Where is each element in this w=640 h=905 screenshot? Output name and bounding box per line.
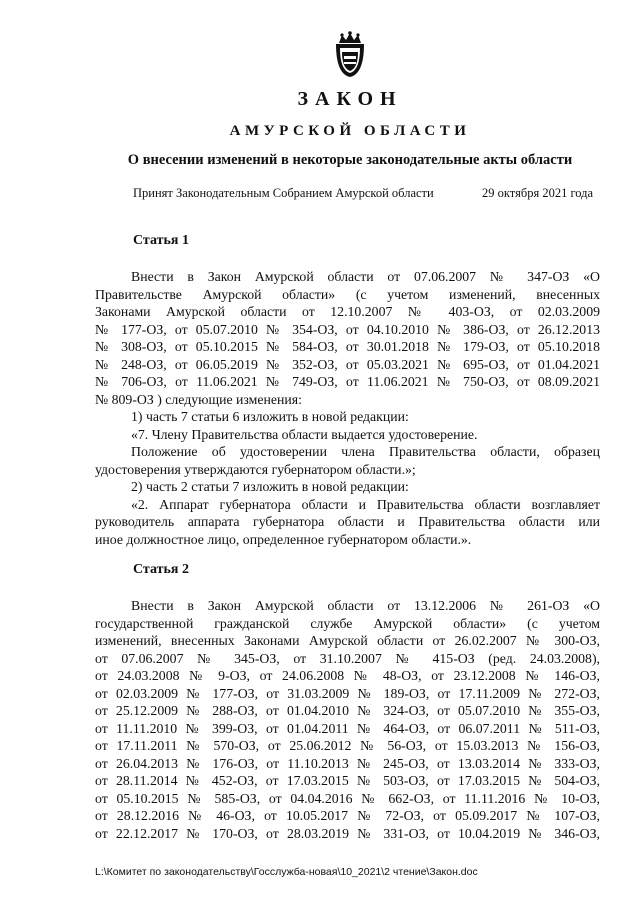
text-line: «7. Члену Правительства области выдается удостоверение.	[131, 426, 478, 442]
text-line: Внести в Закон Амурской области от 07.06.2007 № 347-ОЗ «О	[131, 269, 600, 284]
text-line: от 11.11.2010 № 399-ОЗ, от 01.04.2011 № 464-ОЗ, от 06.07.2011 № 511-ОЗ,	[95, 720, 600, 736]
text-line: 2) часть 2 статьи 7 изложить в новой редакции:	[131, 479, 409, 494]
text-line: от 28.12.2016 № 46-ОЗ, от 10.05.2017 № 72-ОЗ, от 05.09.2017 № 107-ОЗ,	[95, 808, 600, 823]
article-2-body	[95, 597, 600, 842]
text-line: изменений, внесенных Законами Амурской области от 26.02.2007 № 300-ОЗ,	[95, 633, 600, 648]
text-line: от 05.10.2015 № 585-ОЗ, от 04.04.2016 № 662-ОЗ, от 11.11.2016 № 10-ОЗ,	[95, 790, 600, 806]
text-line: 1) часть 7 статьи 6 изложить в новой редакции:	[131, 409, 409, 424]
article-1-heading: Статья 1	[133, 233, 189, 248]
text-line: от 17.11.2011 № 570-ОЗ, от 25.06.2012 № 56-ОЗ, от 15.03.2013 № 156-ОЗ,	[95, 738, 600, 753]
law-subject: О внесении изменений в некоторые законодательные акты области	[127, 152, 573, 168]
text-line: от 28.11.2014 № 452-ОЗ, от 17.03.2015 № 503-ОЗ, от 17.03.2015 № 504-ОЗ,	[95, 773, 600, 788]
text-line: № 308-ОЗ, от 05.10.2015 № 584-ОЗ, от 30.01.2018 № 179-ОЗ, от 05.10.2018	[95, 339, 600, 354]
text-line: государственной гражданской службе Амурской области» (с учетом	[95, 615, 600, 631]
article-1-body	[95, 268, 600, 548]
text-line: от 07.06.2007 № 345-ОЗ, от 31.10.2007 № 415-ОЗ (ред. 24.03.2008),	[95, 650, 600, 666]
article-2-heading: Статья 2	[133, 562, 189, 577]
text-line: от 02.03.2009 № 177-ОЗ, от 31.03.2009 № 189-ОЗ, от 17.11.2009 № 272-ОЗ,	[95, 685, 600, 701]
text-line: «2. Аппарат губернатора области и Правительства области возглавляет	[131, 496, 600, 512]
text-line: Положение об удостоверении члена Правительства области, образец	[131, 444, 600, 459]
text-line: Законами Амурской области от 12.10.2007 № 403-ОЗ, от 02.03.2009	[95, 304, 600, 319]
region-title: АМУРСКОЙ ОБЛАСТИ	[229, 123, 471, 139]
text-line: иное должностное лицо, определенное губернатором области.».	[95, 531, 472, 547]
text-line: № 177-ОЗ, от 05.07.2010 № 354-ОЗ, от 04.10.2010 № 386-ОЗ, от 26.12.2013	[95, 321, 600, 337]
adopted-date: 29 октября 2021 года	[482, 186, 594, 200]
coat-of-arms-icon	[330, 30, 370, 78]
text-line: от 24.03.2008 № 9-ОЗ, от 24.06.2008 № 48-ОЗ, от 23.12.2008 № 146-ОЗ,	[95, 668, 600, 683]
text-line: от 25.12.2009 № 288-ОЗ, от 01.04.2010 № 324-ОЗ, от 05.07.2010 № 355-ОЗ,	[95, 703, 600, 718]
text-line: от 26.04.2013 № 176-ОЗ, от 11.10.2013 № 245-ОЗ, от 13.03.2014 № 333-ОЗ,	[95, 755, 600, 771]
text-line: Правительстве Амурской области» (с учетом изменений, внесенных	[95, 286, 600, 302]
file-path-footer: L:\Комитет по законодательству\Госслужба-новая\10_2021\2 чтение\Закон.doc	[95, 866, 478, 878]
text-line: № 809-ОЗ ) следующие изменения:	[95, 391, 302, 407]
law-title: ЗАКОН	[297, 88, 403, 110]
text-line: № 706-ОЗ, от 11.06.2021 № 749-ОЗ, от 11.06.2021 № 750-ОЗ, от 08.09.2021	[95, 374, 600, 389]
text-line: руководитель аппарата губернатора области и Правительства области или	[95, 514, 600, 529]
text-line: № 248-ОЗ, от 06.05.2019 № 352-ОЗ, от 05.03.2021 № 695-ОЗ, от 01.04.2021	[95, 356, 600, 372]
text-line: удостоверения утверждаются губернатором области.»;	[95, 461, 416, 477]
text-line: Внести в Закон Амурской области от 13.12.2006 № 261-ОЗ «О	[131, 598, 600, 613]
text-line: от 22.12.2017 № 170-ОЗ, от 28.03.2019 № 331-ОЗ, от 10.04.2019 № 346-ОЗ,	[95, 825, 600, 841]
adopted-by: Принят Законодательным Собранием Амурской области	[133, 186, 434, 200]
